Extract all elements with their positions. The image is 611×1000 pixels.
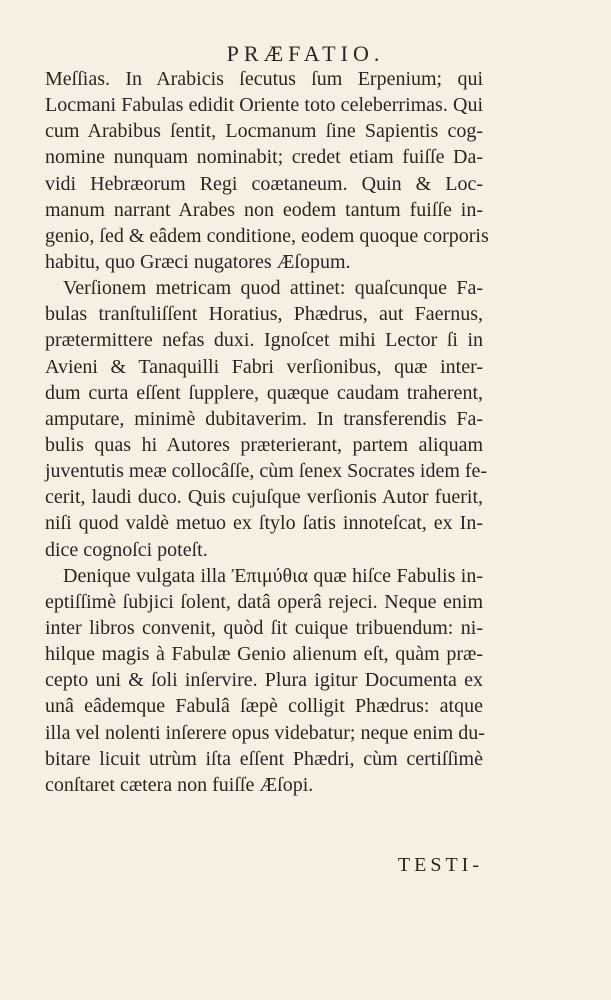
text-line: nomine nunquam nominabit; credet etiam fuiſſe Da-	[45, 146, 483, 169]
text-line: amputare, minimè dubitaverim. In transferendis Fa-	[45, 407, 483, 430]
text-line: hilque magis à Fabulæ Genio alienum eſt, quàm præ-	[45, 643, 483, 666]
text-line: dum curta eſſent ſupplere, quæque caudam traherent,	[45, 381, 483, 404]
text-line: bulas tranſtuliſſent Horatius, Phædrus, aut Faernus,	[45, 303, 483, 326]
text-line: bulis quas hi Autores præterierant, partem aliquam	[45, 433, 483, 456]
text-line: manum narrant Arabes non eodem tantum fuiſſe in-	[45, 198, 483, 221]
text-line: Verſionem metricam quod attinet: quaſcunque Fa-	[63, 277, 483, 300]
text-line: cepto uni & ſoli inſervire. Plura igitur Documenta ex	[45, 669, 483, 692]
text-line: cum Arabibus ſentit, Locmanum ſine Sapientis cog-	[45, 120, 483, 143]
text-line: vidi Hebræorum Regi coætaneum. Quin & Loc-	[45, 172, 483, 195]
text-line: conſtaret cætera non fuiſſe Æſopi.	[45, 773, 314, 796]
running-head: PRÆFATIO.	[226, 41, 385, 66]
text-line: genio, ſed & eâdem conditione, eodem quoque corporis	[45, 224, 489, 247]
text-line: dice cognoſci poteſt.	[45, 538, 208, 561]
text-line: Meſſias. In Arabicis ſecutus ſum Erpenium; qui	[45, 68, 483, 90]
text-line: Locmani Fabulas edidit Oriente toto celeberrimas. Qui	[45, 94, 483, 117]
text-line: Denique vulgata illa Ἐπιμύθια quæ hiſce Fabulis in-	[63, 564, 483, 587]
text-line: eptiſſimè ſubjici ſolent, datâ operâ rejeci. Neque enim	[45, 590, 483, 613]
text-line: cerit, laudi duco. Quis cujuſque verſionis Autor fuerit,	[45, 486, 483, 509]
preface-text-block	[45, 66, 489, 798]
text-line: Avieni & Tanaquilli Fabri verſionibus, quæ inter-	[45, 355, 483, 378]
text-line: bitare licuit utrùm iſta eſſent Phædri, cùm certiſſimè	[45, 747, 483, 770]
text-line: niſi quod valdè metuo ex ſtylo ſatis innoteſcat, ex In-	[45, 512, 483, 535]
text-line: illa vel nolenti inſerere opus videbatur; neque enim du-	[45, 721, 485, 744]
text-line: inter libros convenit, quòd ſit cuique tribuendum: ni-	[45, 616, 483, 639]
text-line: prætermittere nefas duxi. Ignoſcet mihi Lector ſi in	[45, 329, 483, 352]
text-line: unâ eâdemque Fabulâ ſæpè colligit Phædrus: atque	[45, 695, 483, 718]
catchword: TESTI-	[397, 854, 483, 876]
text-line: habitu, quo Græci nugatores Æſopum.	[45, 250, 351, 273]
text-line: juventutis meæ collocâſſe, cùm ſenex Socrates idem fe-	[45, 460, 488, 483]
